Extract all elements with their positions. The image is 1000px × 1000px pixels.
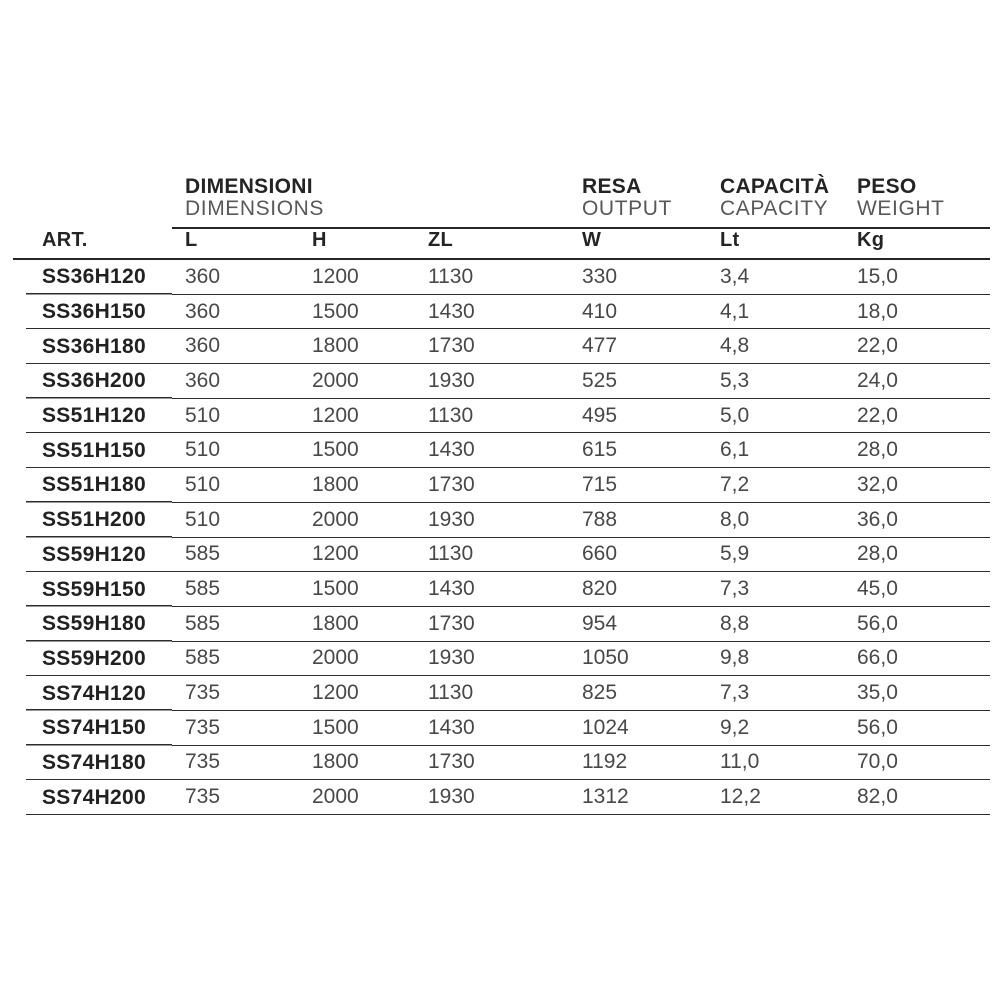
cell-l: 360 [172,364,299,399]
cell-l: 585 [172,538,299,573]
cell-l: 510 [172,503,299,538]
cell-h: 1200 [299,538,415,573]
cell-l: 585 [172,607,299,642]
cell-w: 1050 [569,642,707,677]
group-header-spacer [13,170,172,229]
column-header-h: H [299,229,415,260]
group-header-output [569,170,707,229]
cell-kg: 56,0 [844,607,990,642]
cell-l: 585 [172,642,299,677]
article-code: SS36H120 [13,260,172,295]
article-code: SS74H180 [13,746,172,781]
table-row [13,260,990,295]
cell-l: 510 [172,468,299,503]
cell-zl: 1930 [415,503,569,538]
article-code: SS51H120 [13,399,172,434]
cell-kg: 22,0 [844,329,990,364]
column-header-zl: ZL [415,229,569,260]
cell-h: 1500 [299,572,415,607]
cell-lt: 3,4 [707,260,844,295]
table-row [13,295,990,330]
cell-h: 1800 [299,607,415,642]
cell-kg: 28,0 [844,433,990,468]
article-code: SS74H120 [13,676,172,711]
cell-w: 1192 [569,746,707,781]
cell-zl: 1130 [415,676,569,711]
article-code: SS59H150 [13,572,172,607]
cell-kg: 56,0 [844,711,990,746]
cell-l: 585 [172,572,299,607]
cell-kg: 28,0 [844,538,990,573]
group-subtitle-weight: WEIGHT [857,197,945,220]
cell-kg: 32,0 [844,468,990,503]
table-body [13,260,990,815]
cell-lt: 11,0 [707,746,844,781]
cell-h: 1500 [299,295,415,330]
cell-kg: 82,0 [844,780,990,815]
cell-w: 1312 [569,780,707,815]
table-row [13,329,990,364]
cell-zl: 1730 [415,468,569,503]
cell-kg: 22,0 [844,399,990,434]
cell-zl: 1430 [415,572,569,607]
cell-lt: 12,2 [707,780,844,815]
column-header-l: L [172,229,299,260]
group-subtitle-output: OUTPUT [582,197,672,220]
cell-zl: 1130 [415,538,569,573]
cell-kg: 18,0 [844,295,990,330]
cell-zl: 1730 [415,329,569,364]
group-title-resa: RESA [582,175,642,198]
cell-w: 477 [569,329,707,364]
table-row [13,433,990,468]
article-code: SS74H200 [13,780,172,815]
cell-h: 2000 [299,364,415,399]
cell-zl: 1730 [415,607,569,642]
cell-zl: 1930 [415,642,569,677]
article-code: SS51H150 [13,433,172,468]
cell-h: 1200 [299,399,415,434]
cell-h: 1200 [299,260,415,295]
cell-zl: 1130 [415,260,569,295]
cell-lt: 5,9 [707,538,844,573]
article-code: SS51H180 [13,468,172,503]
cell-l: 735 [172,746,299,781]
cell-kg: 24,0 [844,364,990,399]
group-title-peso: PESO [857,175,917,198]
column-header-row [13,229,990,260]
cell-w: 410 [569,295,707,330]
cell-h: 2000 [299,780,415,815]
cell-kg: 45,0 [844,572,990,607]
article-code: SS59H120 [13,538,172,573]
article-code: SS51H200 [13,503,172,538]
cell-h: 2000 [299,642,415,677]
cell-h: 1500 [299,433,415,468]
product-spec-table [13,170,990,815]
article-code: SS36H200 [13,364,172,399]
table-row [13,468,990,503]
cell-w: 820 [569,572,707,607]
column-header-kg: Kg [844,229,990,260]
group-header-capacity [707,170,844,229]
table-row [13,503,990,538]
table-row [13,676,990,711]
article-code: SS36H150 [13,295,172,330]
cell-l: 510 [172,399,299,434]
cell-kg: 36,0 [844,503,990,538]
cell-l: 735 [172,676,299,711]
table-row [13,642,990,677]
article-code: SS59H200 [13,642,172,677]
article-code: SS36H180 [13,329,172,364]
cell-lt: 5,3 [707,364,844,399]
cell-h: 1800 [299,468,415,503]
cell-w: 1024 [569,711,707,746]
cell-w: 525 [569,364,707,399]
column-header-lt: Lt [707,229,844,260]
cell-zl: 1930 [415,364,569,399]
group-header-row [13,170,990,229]
group-header-weight [844,170,990,229]
cell-lt: 8,8 [707,607,844,642]
cell-h: 2000 [299,503,415,538]
cell-w: 825 [569,676,707,711]
cell-l: 360 [172,329,299,364]
cell-zl: 1430 [415,295,569,330]
cell-zl: 1430 [415,433,569,468]
cell-w: 715 [569,468,707,503]
cell-lt: 7,3 [707,572,844,607]
table-row [13,364,990,399]
cell-lt: 9,2 [707,711,844,746]
table-row [13,711,990,746]
cell-l: 735 [172,780,299,815]
cell-l: 510 [172,433,299,468]
group-title-dimensioni: DIMENSIONI [185,175,313,198]
cell-lt: 7,3 [707,676,844,711]
cell-kg: 15,0 [844,260,990,295]
cell-lt: 4,1 [707,295,844,330]
group-title-capacita: CAPACITÀ [720,175,830,198]
cell-l: 735 [172,711,299,746]
group-subtitle-dimensions: DIMENSIONS [185,197,325,220]
table-row [13,572,990,607]
cell-kg: 70,0 [844,746,990,781]
column-header-w: W [569,229,707,260]
cell-kg: 66,0 [844,642,990,677]
cell-w: 495 [569,399,707,434]
cell-w: 788 [569,503,707,538]
cell-zl: 1430 [415,711,569,746]
cell-w: 615 [569,433,707,468]
cell-h: 1200 [299,676,415,711]
cell-zl: 1130 [415,399,569,434]
cell-l: 360 [172,260,299,295]
cell-w: 330 [569,260,707,295]
cell-h: 1500 [299,711,415,746]
table-row [13,746,990,781]
cell-lt: 8,0 [707,503,844,538]
cell-zl: 1930 [415,780,569,815]
table-row [13,399,990,434]
cell-lt: 9,8 [707,642,844,677]
cell-lt: 4,8 [707,329,844,364]
cell-zl: 1730 [415,746,569,781]
cell-kg: 35,0 [844,676,990,711]
cell-h: 1800 [299,746,415,781]
group-header-dimensions [172,170,569,229]
cell-lt: 6,1 [707,433,844,468]
column-header-art: ART. [13,229,172,260]
group-subtitle-capacity: CAPACITY [720,197,829,220]
cell-h: 1800 [299,329,415,364]
cell-w: 954 [569,607,707,642]
table-row [13,607,990,642]
cell-l: 360 [172,295,299,330]
cell-lt: 5,0 [707,399,844,434]
table-row [13,780,990,815]
table-row [13,538,990,573]
cell-lt: 7,2 [707,468,844,503]
cell-w: 660 [569,538,707,573]
article-code: SS74H150 [13,711,172,746]
article-code: SS59H180 [13,607,172,642]
